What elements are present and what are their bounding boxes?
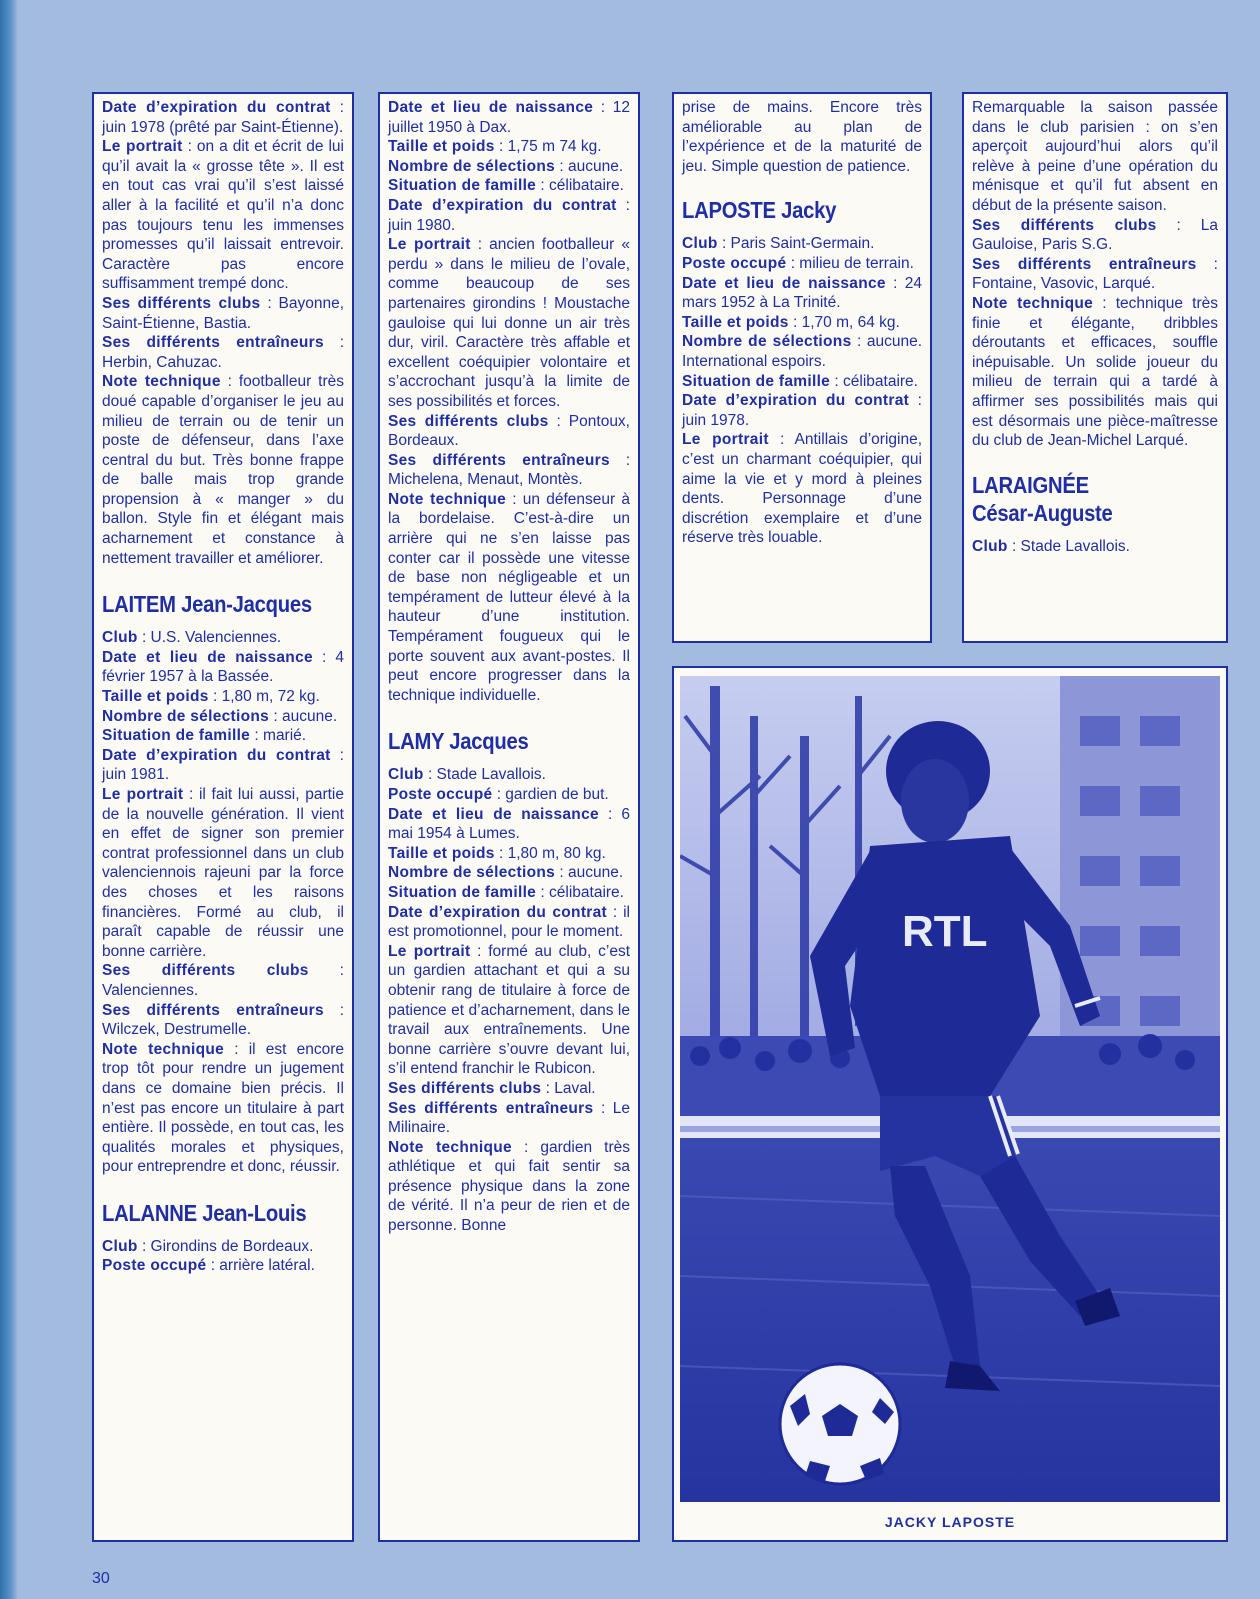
paragraph: Le portrait : il fait lui aussi, partie de la nouvelle génération. Il vient en effet de signer son premier contrat professionnel dans un club valenciennois rajeuni par la force des choses et les raisons financières. Formé au club, il paraît capable de réussir une bonne carrière. <box>102 786 344 960</box>
player-heading: LAPOSTE Jacky <box>682 197 837 224</box>
paragraph: Taille et poids : 1,80 m, 80 kg. <box>388 844 606 862</box>
paragraph: Le portrait : on a dit et écrit de lui qu’il avait la « grosse tête ». Il est en tout cas vrai qu’il s’est laissé aller à la facilité et qu’il n’a donc pas toujours tenu les immenses promesses qu’il laissait entrevoir. Caractère pas encore suffisamment trempé donc. <box>102 138 344 293</box>
paragraph: Date et lieu de naissance : 4 février 1957 à la Bassée. <box>102 648 344 686</box>
player-photo-frame <box>672 666 1228 1542</box>
paragraph: Date et lieu de naissance : 24 mars 1952 à La Trinité. <box>682 274 922 312</box>
paragraph: Date d’expiration du contrat : il est promotionnel, pour le moment. <box>388 903 631 941</box>
text-column-4 <box>962 92 1228 643</box>
paragraph: prise de mains. Encore très améliorable au plan de l’expérience et de la maturité de jeu. Simple question de patience. <box>682 99 922 175</box>
svg-text:RTL: RTL <box>902 907 988 956</box>
paragraph: Situation de famille : célibataire. <box>682 372 918 390</box>
paragraph: Situation de famille : marié. <box>102 727 307 745</box>
text-column-3 <box>672 92 932 643</box>
paragraph: Ses différents entraîneurs : Herbin, Cahuzac. <box>102 334 344 371</box>
paragraph: Nombre de sélections : aucune. <box>102 707 338 725</box>
paragraph: Date d’expiration du contrat : juin 1978. <box>682 392 922 429</box>
paragraph: Situation de famille : célibataire. <box>388 177 624 195</box>
text-column-2 <box>378 92 640 1542</box>
paragraph: Ses différents clubs : Bayonne, Saint-Étienne, Bastia. <box>102 294 344 332</box>
paragraph: Ses différents clubs : Valenciennes. <box>102 962 344 999</box>
paragraph: Poste occupé : milieu de terrain. <box>682 254 914 272</box>
paragraph: Date et lieu de naissance : 6 mai 1954 à Lumes. <box>388 805 630 843</box>
paragraph: Nombre de sélections : aucune. International espoirs. <box>682 333 922 370</box>
paragraph: Club : Stade Lavallois. <box>388 766 546 784</box>
paragraph: Ses différents entraîneurs : Fontaine, Vasovic, Larqué. <box>972 255 1218 293</box>
player-heading: LARAIGNÉE César-Auguste <box>972 471 1113 526</box>
paragraph: Ses différents entraîneurs : Michelena, Menaut, Montès. <box>388 451 630 489</box>
paragraph: Le portrait : Antillais d’origine, c’est un charmant coéquipier, qui aime la vie et y mord à pleines dents. Personnage d’une discrétion exemplaire et d’une réserve très louable. <box>682 431 922 547</box>
paragraph: Note technique : footballeur très doué capable d’organiser le jeu au milieu de terrain ou de tenir un poste de défenseur, dans l’axe central du but. Très bonne frappe de balle mais trop grande propension à « manger » du ballon. Style fin et élégant mais acharnement et constance à nettement travailler et améliorer. <box>102 373 344 567</box>
paragraph: Nombre de sélections : aucune. <box>388 864 624 882</box>
paragraph: Taille et poids : 1,75 m 74 kg. <box>388 138 602 156</box>
paragraph: Poste occupé : arrière latéral. <box>102 1257 315 1275</box>
paragraph: Club : Stade Lavallois. <box>972 537 1130 555</box>
paragraph: Club : U.S. Valenciennes. <box>102 629 282 647</box>
photo-caption: JACKY LAPOSTE <box>884 1514 1016 1530</box>
paragraph: Note technique : il est encore trop tôt pour rendre un jugement dans ce domaine bien précis. Il n’est pas encore un titulaire à part entière. Il possède, en tout cas, les qualités morales et physiques, pour entreprendre et donc, réussir. <box>102 1040 344 1176</box>
paragraph: Note technique : gardien très athlétique et qui fait sentir sa présence physique dans la zone de vérité. Il n’a peur de rien et de personne. Bonne <box>388 1138 630 1235</box>
paragraph: Date d’expiration du contrat : juin 1980. <box>388 196 630 234</box>
paragraph: Remarquable la saison passée dans le club parisien : on s’en aperçoit aujourd’hui alors qu’il relève à peine d’une opération du ménisque et qu’il fut absent en début de la présente saison. <box>972 99 1218 214</box>
paragraph: Date d’expiration du contrat : juin 1978 (prêté par Saint-Étienne). <box>102 99 344 136</box>
paragraph: Ses différents entraîneurs : Le Milinaire. <box>388 1099 630 1137</box>
text-column-1 <box>92 92 354 1542</box>
paragraph: Date et lieu de naissance : 12 juillet 1950 à Dax. <box>388 99 630 136</box>
paragraph: Note technique : un défenseur à la bordelaise. C’est-à-dire un arrière qui ne s’en laisse pas conter car il possède une vitesse de base non négligeable et un tempérament de lutteur élevé à la hauteur d’une institution. Tempérament fougueux qui le porte souvent aux avant-postes. Il peut encore progresser dans la technique individuelle. <box>388 490 630 704</box>
paragraph: Date d’expiration du contrat : juin 1981. <box>102 746 344 784</box>
paragraph: Poste occupé : gardien de but. <box>388 786 609 803</box>
paragraph: Ses différents clubs : Pontoux, Bordeaux. <box>388 412 630 450</box>
paragraph: Le portrait : ancien footballeur « perdu » dans le milieu de l’ovale, comme beaucoup de ses partenaires girondins ! Moustache gauloise qui lui donne un air très dur, viril. Caractère très affable et excellent coéquipier volontaire et s’accrochant jusqu’à la limite de ses possibilités et forces. <box>388 236 630 410</box>
paragraph: Club : Paris Saint-Germain. <box>682 235 875 253</box>
paragraph: Ses différents entraîneurs : Wilczek, Destrumelle. <box>102 1001 344 1039</box>
paragraph: Ses différents clubs : Laval. <box>388 1079 596 1097</box>
paragraph: Taille et poids : 1,70 m, 64 kg. <box>682 313 900 331</box>
page-spine <box>0 0 18 1599</box>
paragraph: Club : Girondins de Bordeaux. <box>102 1237 314 1255</box>
paragraph: Note technique : technique très finie et élégante, dribbles déroutants et efficaces, souffle inépuisable. Un solide joueur du milieu de terrain qui a tardé à affirmer ses possibilités mais qui est désormais une pièce-maîtresse du club de Jean-Michel Larqué. <box>972 294 1218 450</box>
player-photo <box>680 676 1220 1502</box>
page-number: 30 <box>92 1570 110 1587</box>
paragraph: Nombre de sélections : aucune. <box>388 157 624 175</box>
player-heading: LALANNE Jean-Louis <box>102 1199 307 1226</box>
paragraph: Taille et poids : 1,80 m, 72 kg. <box>102 688 320 706</box>
paragraph: Ses différents clubs : La Gauloise, Paris S.G. <box>972 216 1218 254</box>
paragraph: Situation de famille : célibataire. <box>388 883 624 901</box>
player-heading: LAMY Jacques <box>388 728 529 755</box>
paragraph: Le portrait : formé au club, c’est un gardien attachant et qui a su obtenir rang de titulaire à force de patience et d’acharnement, dans le travail aux entraînements. Une bonne carrière s’ouvre devant lui, s’il entend franchir le Rubicon. <box>388 942 630 1078</box>
player-heading: LAITEM Jean-Jacques <box>102 591 312 618</box>
